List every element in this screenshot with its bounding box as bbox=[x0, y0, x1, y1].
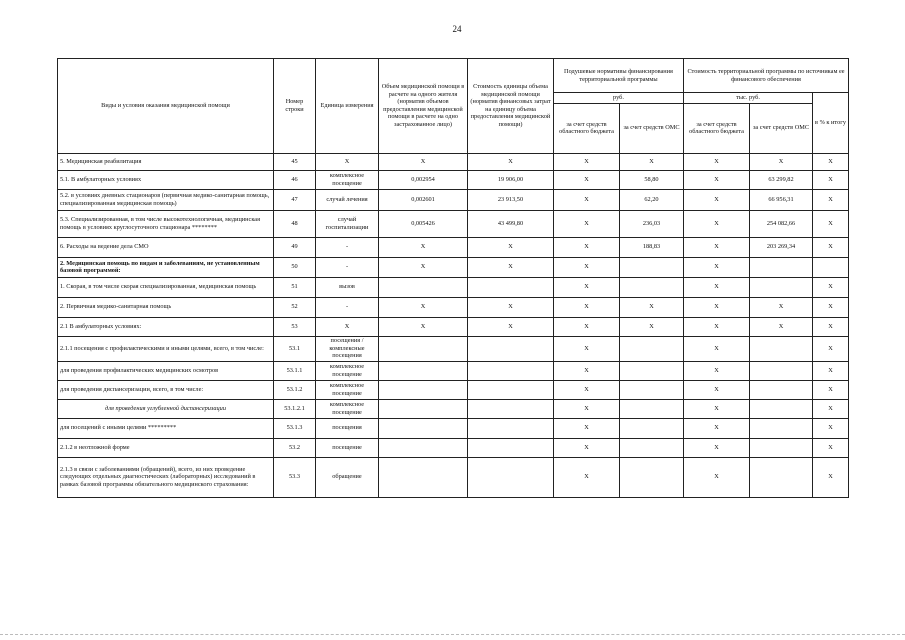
row-volume: X bbox=[379, 257, 468, 277]
row-name: для проведения профилактических медицинских осмотров bbox=[58, 361, 274, 380]
header-volume: Объем медицинской помощи в расчете на одного жителя (норматив объемов предоставления медицинской помощи в расчете на одно застрахованное лицо) bbox=[379, 59, 468, 154]
row-unit: посещения / комплексные посещения bbox=[316, 336, 379, 361]
row-volume: X bbox=[379, 153, 468, 170]
row-volume: X bbox=[379, 237, 468, 257]
row-oms-2 bbox=[750, 277, 813, 297]
row-oms-2 bbox=[750, 399, 813, 418]
row-unit-cost: 19 906,00 bbox=[468, 170, 554, 189]
row-oms-2 bbox=[750, 457, 813, 497]
row-percent: X bbox=[813, 210, 849, 237]
row-budget: X bbox=[554, 457, 620, 497]
row-budget-2: X bbox=[684, 170, 750, 189]
table-row bbox=[58, 153, 849, 170]
row-volume bbox=[379, 380, 468, 399]
row-oms-2: X bbox=[750, 317, 813, 336]
row-unit: - bbox=[316, 257, 379, 277]
row-budget-2: X bbox=[684, 189, 750, 210]
row-volume bbox=[379, 277, 468, 297]
row-oms: 62,20 bbox=[620, 189, 684, 210]
row-oms bbox=[620, 257, 684, 277]
row-number: 53.1.3 bbox=[274, 418, 316, 438]
row-percent: X bbox=[813, 380, 849, 399]
row-unit-cost bbox=[468, 380, 554, 399]
row-name: 2.1.3 в связи с заболеваниями (обращений), всего, из них проведение следующих отдельных диагностических (лабораторных) исследований в рамках базовой программы обязательного медицинского страхования: bbox=[58, 457, 274, 497]
table-row bbox=[58, 438, 849, 457]
financing-table bbox=[57, 58, 849, 498]
header-norms-unit: руб. bbox=[554, 93, 684, 104]
row-budget: X bbox=[554, 153, 620, 170]
row-unit: вызов bbox=[316, 277, 379, 297]
row-unit: X bbox=[316, 153, 379, 170]
row-unit: комплексное посещение bbox=[316, 380, 379, 399]
row-volume: 0,002601 bbox=[379, 189, 468, 210]
row-percent bbox=[813, 257, 849, 277]
row-unit-cost: 23 913,50 bbox=[468, 189, 554, 210]
row-name: для проведения диспансеризации, всего, в том числе: bbox=[58, 380, 274, 399]
row-name: для посещений с иными целями ********* bbox=[58, 418, 274, 438]
row-percent: X bbox=[813, 170, 849, 189]
row-oms bbox=[620, 399, 684, 418]
row-oms: X bbox=[620, 153, 684, 170]
row-unit-cost: 43 499,80 bbox=[468, 210, 554, 237]
table-row bbox=[58, 399, 849, 418]
table-row bbox=[58, 277, 849, 297]
row-budget: X bbox=[554, 277, 620, 297]
row-name: 5. Медицинская реабилитация bbox=[58, 153, 274, 170]
header-budget-2: за счет средств областного бюджета bbox=[684, 103, 750, 153]
row-volume: X bbox=[379, 317, 468, 336]
row-name: 2.1.2 в неотложной форме bbox=[58, 438, 274, 457]
row-volume bbox=[379, 361, 468, 380]
row-name: 5.3. Специализированная, в том числе высокотехнологичная, медицинская помощь в условиях круглосуточного стационара ******** bbox=[58, 210, 274, 237]
row-number: 45 bbox=[274, 153, 316, 170]
row-volume: 0,002954 bbox=[379, 170, 468, 189]
row-budget-2: X bbox=[684, 457, 750, 497]
row-volume bbox=[379, 457, 468, 497]
row-name: 6. Расходы на ведение дела СМО bbox=[58, 237, 274, 257]
row-unit-cost: X bbox=[468, 257, 554, 277]
row-percent: X bbox=[813, 277, 849, 297]
row-oms: X bbox=[620, 317, 684, 336]
row-budget-2: X bbox=[684, 237, 750, 257]
header-oms: за счет средств ОМС bbox=[620, 103, 684, 153]
row-number: 53.1.1 bbox=[274, 361, 316, 380]
row-number: 53.2 bbox=[274, 438, 316, 457]
row-budget: X bbox=[554, 399, 620, 418]
row-budget-2: X bbox=[684, 380, 750, 399]
row-oms-2 bbox=[750, 380, 813, 399]
table-row bbox=[58, 457, 849, 497]
row-budget-2: X bbox=[684, 361, 750, 380]
row-budget: X bbox=[554, 380, 620, 399]
row-unit: комплексное посещение bbox=[316, 361, 379, 380]
row-oms-2: 203 269,34 bbox=[750, 237, 813, 257]
row-number: 47 bbox=[274, 189, 316, 210]
row-percent: X bbox=[813, 361, 849, 380]
row-budget-2: X bbox=[684, 277, 750, 297]
row-number: 50 bbox=[274, 257, 316, 277]
row-oms-2 bbox=[750, 336, 813, 361]
table-body bbox=[58, 153, 849, 497]
row-percent: X bbox=[813, 189, 849, 210]
row-name: 2. Медицинская помощь по видам и заболеваниям, не установленным базовой программой: bbox=[58, 257, 274, 277]
row-unit: случай госпитализации bbox=[316, 210, 379, 237]
row-number: 53.1.2 bbox=[274, 380, 316, 399]
row-budget: X bbox=[554, 210, 620, 237]
row-number: 51 bbox=[274, 277, 316, 297]
row-unit-cost: X bbox=[468, 317, 554, 336]
row-oms: X bbox=[620, 297, 684, 317]
row-unit: посещение bbox=[316, 438, 379, 457]
row-oms bbox=[620, 361, 684, 380]
row-volume bbox=[379, 399, 468, 418]
row-unit-cost: X bbox=[468, 153, 554, 170]
row-volume: 0,005426 bbox=[379, 210, 468, 237]
row-number: 53 bbox=[274, 317, 316, 336]
row-oms bbox=[620, 438, 684, 457]
row-oms-2: 63 299,82 bbox=[750, 170, 813, 189]
header-row-number: Номер строки bbox=[274, 59, 316, 154]
row-budget: X bbox=[554, 336, 620, 361]
row-unit: посещения bbox=[316, 418, 379, 438]
row-unit-cost: X bbox=[468, 237, 554, 257]
table-row bbox=[58, 257, 849, 277]
header-budget: за счет средств областного бюджета bbox=[554, 103, 620, 153]
row-unit: обращение bbox=[316, 457, 379, 497]
row-number: 52 bbox=[274, 297, 316, 317]
row-unit-cost bbox=[468, 438, 554, 457]
row-budget-2: X bbox=[684, 317, 750, 336]
row-unit: комплексное посещение bbox=[316, 170, 379, 189]
row-budget: X bbox=[554, 418, 620, 438]
row-budget: X bbox=[554, 317, 620, 336]
row-budget: X bbox=[554, 257, 620, 277]
row-oms-2 bbox=[750, 438, 813, 457]
row-unit-cost bbox=[468, 336, 554, 361]
row-number: 49 bbox=[274, 237, 316, 257]
row-percent: X bbox=[813, 317, 849, 336]
row-name: 2. Первичная медико-санитарная помощь bbox=[58, 297, 274, 317]
row-budget: X bbox=[554, 170, 620, 189]
row-unit-cost: X bbox=[468, 297, 554, 317]
header-per-capita-norms: Подушевые нормативы финансирования территориальной программы bbox=[554, 59, 684, 93]
row-number: 53.1 bbox=[274, 336, 316, 361]
header-oms-2: за счет средств ОМС bbox=[750, 103, 813, 153]
row-name: для проведения углубленной диспансеризации bbox=[58, 399, 274, 418]
table-row bbox=[58, 297, 849, 317]
row-budget-2: X bbox=[684, 297, 750, 317]
row-unit-cost bbox=[468, 418, 554, 438]
row-oms-2: X bbox=[750, 153, 813, 170]
page-number: 24 bbox=[452, 24, 462, 34]
row-oms-2: 254 082,66 bbox=[750, 210, 813, 237]
row-oms-2 bbox=[750, 361, 813, 380]
row-unit: комплексное посещение bbox=[316, 399, 379, 418]
row-oms bbox=[620, 418, 684, 438]
table-row bbox=[58, 317, 849, 336]
row-volume bbox=[379, 438, 468, 457]
table-row bbox=[58, 189, 849, 210]
row-oms: 58,80 bbox=[620, 170, 684, 189]
header-cost-unit: тыс. руб. bbox=[684, 93, 813, 104]
row-budget-2: X bbox=[684, 210, 750, 237]
header-type: Виды и условия оказания медицинской помощи bbox=[58, 59, 274, 154]
row-oms bbox=[620, 277, 684, 297]
row-unit: - bbox=[316, 237, 379, 257]
row-budget-2: X bbox=[684, 438, 750, 457]
table-row bbox=[58, 237, 849, 257]
row-budget: X bbox=[554, 361, 620, 380]
row-budget: X bbox=[554, 189, 620, 210]
row-name: 5.2. в условиях дневных стационаров (первичная медико-санитарная помощь, специализированная медицинская помощь) bbox=[58, 189, 274, 210]
row-percent: X bbox=[813, 457, 849, 497]
row-number: 48 bbox=[274, 210, 316, 237]
row-oms bbox=[620, 380, 684, 399]
header-unit: Единица измерения bbox=[316, 59, 379, 154]
row-oms: 236,03 bbox=[620, 210, 684, 237]
row-oms-2: X bbox=[750, 297, 813, 317]
row-oms bbox=[620, 457, 684, 497]
header-percent: в % к итогу bbox=[813, 93, 849, 154]
row-unit-cost bbox=[468, 277, 554, 297]
row-number: 46 bbox=[274, 170, 316, 189]
row-percent: X bbox=[813, 418, 849, 438]
row-budget: X bbox=[554, 297, 620, 317]
row-unit: - bbox=[316, 297, 379, 317]
table-row bbox=[58, 380, 849, 399]
row-percent: X bbox=[813, 438, 849, 457]
row-unit: X bbox=[316, 317, 379, 336]
row-name: 5.1. В амбулаторных условиях bbox=[58, 170, 274, 189]
row-percent: X bbox=[813, 237, 849, 257]
row-percent: X bbox=[813, 297, 849, 317]
table-row bbox=[58, 210, 849, 237]
table-row bbox=[58, 336, 849, 361]
row-oms bbox=[620, 336, 684, 361]
header-unit-cost: Стоимость единицы объема медицинской помощи (норматив финансовых затрат на единицу объема предоставления медицинской помощи) bbox=[468, 59, 554, 154]
header-program-cost: Стоимость территориальной программы по источникам ее финансового обеспечения bbox=[684, 59, 849, 93]
row-percent: X bbox=[813, 153, 849, 170]
row-unit-cost bbox=[468, 457, 554, 497]
table-row bbox=[58, 361, 849, 380]
row-oms-2 bbox=[750, 418, 813, 438]
row-percent: X bbox=[813, 336, 849, 361]
row-oms: 188,83 bbox=[620, 237, 684, 257]
row-budget-2: X bbox=[684, 257, 750, 277]
row-budget-2: X bbox=[684, 399, 750, 418]
row-oms-2: 66 956,31 bbox=[750, 189, 813, 210]
row-number: 53.3 bbox=[274, 457, 316, 497]
row-budget-2: X bbox=[684, 336, 750, 361]
row-budget-2: X bbox=[684, 153, 750, 170]
row-budget-2: X bbox=[684, 418, 750, 438]
row-volume bbox=[379, 418, 468, 438]
row-budget: X bbox=[554, 237, 620, 257]
row-percent: X bbox=[813, 399, 849, 418]
row-unit: случай лечения bbox=[316, 189, 379, 210]
row-name: 2.1.1 посещения с профилактическими и иными целями, всего, в том числе: bbox=[58, 336, 274, 361]
row-volume: X bbox=[379, 297, 468, 317]
table-row bbox=[58, 170, 849, 189]
row-volume bbox=[379, 336, 468, 361]
row-name: 2.1 В амбулаторных условиях: bbox=[58, 317, 274, 336]
table-row bbox=[58, 418, 849, 438]
row-unit-cost bbox=[468, 361, 554, 380]
row-unit-cost bbox=[468, 399, 554, 418]
footer-divider bbox=[0, 634, 905, 635]
row-name: 1. Скорая, в том числе скорая специализированная, медицинская помощь bbox=[58, 277, 274, 297]
row-budget: X bbox=[554, 438, 620, 457]
row-oms-2 bbox=[750, 257, 813, 277]
row-number: 53.1.2.1 bbox=[274, 399, 316, 418]
